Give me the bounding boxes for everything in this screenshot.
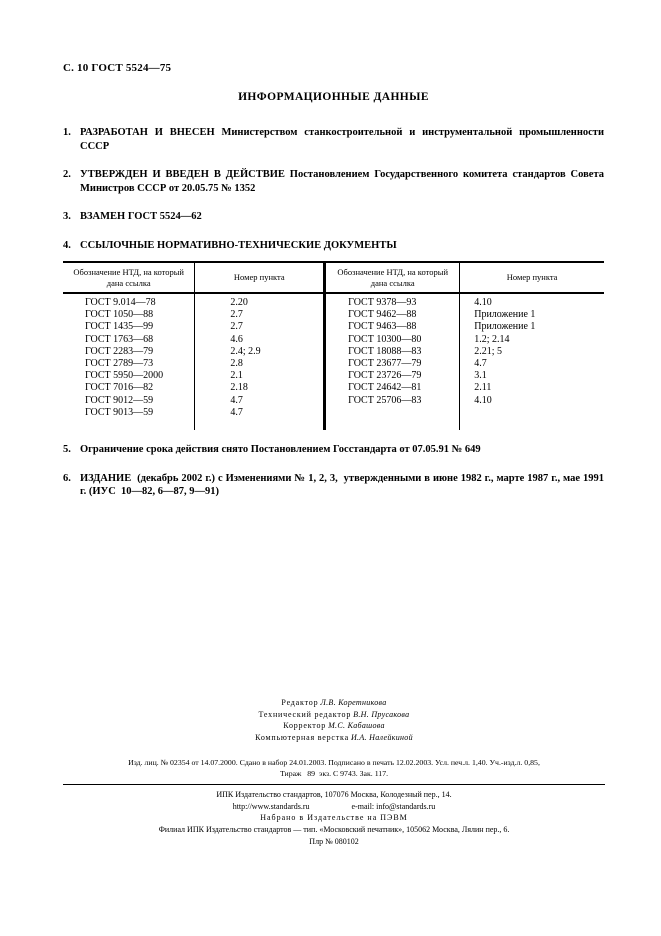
table-cell: ГОСТ 23677—79	[325, 358, 460, 370]
page-footer	[63, 697, 605, 848]
item-number: 1.	[63, 127, 71, 138]
item-number: 5.	[63, 444, 71, 456]
item-text: Ограничение срока действия снято Постановлением Госстандарта от 07.05.91 № 649	[80, 444, 481, 456]
table-cell: 3.1	[460, 370, 604, 382]
publisher-address: ИПК Издательство стандартов, 107076 Москва, Колодезный пер., 14.	[216, 790, 452, 799]
table-cell: ГОСТ 9378—93	[325, 293, 460, 309]
item-number: 6.	[63, 472, 71, 484]
table-cell: ГОСТ 9.014—78	[85, 297, 156, 308]
table-cell: 2.21; 5	[460, 346, 604, 358]
table-cell: 1.2; 2.14	[460, 334, 604, 346]
table-row	[63, 334, 604, 346]
item-number: 2.	[63, 169, 71, 180]
item-number: 4.	[63, 239, 71, 251]
table-cell: ГОСТ 1435—99	[85, 321, 154, 333]
item-text: УТВЕРЖДЕН И ВВЕДЕН В ДЕЙСТВИЕ Постановлением Государственного комитета стандартов Совета Министров СССР от 20.05.75 № 1352	[80, 169, 607, 194]
table-row	[63, 370, 604, 382]
table-cell: 4.10	[460, 395, 604, 407]
publisher-email: e-mail: info@standards.ru	[351, 801, 436, 811]
item-5	[63, 443, 604, 457]
table-cell: ГОСТ 7016—82	[85, 382, 154, 394]
table-cell: 4.7	[195, 407, 325, 430]
reference-table-head	[63, 262, 604, 293]
typeset-note: Набрано в Издательстве на ПЭВМ	[260, 813, 408, 823]
table-row	[63, 407, 604, 430]
table-cell: 2.7	[195, 309, 325, 321]
table-cell: ГОСТ 9463—88	[325, 321, 460, 333]
table-cell: 2.4; 2.9	[195, 346, 325, 358]
table-row	[63, 321, 604, 333]
item-4	[63, 239, 604, 253]
table-header-row	[63, 262, 604, 293]
publisher-contacts	[63, 801, 605, 813]
table-cell: ГОСТ 1763—68	[85, 333, 154, 345]
table-cell: 2.11	[460, 382, 604, 394]
item-number: 3.	[63, 211, 71, 222]
table-cell	[460, 407, 604, 430]
table-cell: 4.7	[195, 395, 325, 407]
table-cell: 4.10	[460, 293, 604, 309]
credit-line	[63, 720, 605, 732]
table-row	[63, 309, 604, 321]
table-cell: Приложение 1	[460, 321, 604, 333]
table-row	[63, 346, 604, 358]
table-cell: ГОСТ 2789—73	[85, 358, 154, 370]
table-cell: ГОСТ 1050—88	[85, 309, 154, 321]
table-cell: ГОСТ 9462—88	[325, 309, 460, 321]
item-text: РАЗРАБОТАН И ВНЕСЕН Министерством станкостроительной и инструментальной промышленности СССР	[80, 127, 607, 152]
reference-table-body	[63, 293, 604, 430]
table-cell: 2.20	[195, 293, 325, 309]
reference-table	[63, 261, 604, 430]
item-2	[63, 168, 607, 195]
credit-name: В.Н. Прусакова	[353, 709, 410, 719]
table-cell: ГОСТ 9012—59	[85, 394, 154, 406]
table-cell: ГОСТ 9013—59	[85, 406, 154, 418]
publisher-block	[63, 789, 605, 848]
table-cell: ГОСТ 2283—79	[85, 345, 154, 357]
table-cell: 2.7	[195, 321, 325, 333]
credits-block	[63, 697, 605, 743]
print-license-line: Изд. лиц. № 02354 от 14.07.2000. Сдано в набор 24.01.2003. Подписано в печать 12.02.2003. Усл. печ.л. 1,40. Уч.-изд.л. 0,85,	[128, 758, 540, 767]
table-cell: ГОСТ 23726—79	[325, 370, 460, 382]
table-cell: 2.1	[195, 370, 325, 382]
credit-line	[63, 697, 605, 709]
table-cell: 4.6	[195, 334, 325, 346]
credit-line	[63, 732, 605, 744]
table-cell: 2.18	[195, 382, 325, 394]
item-text: ВЗАМЕН ГОСТ 5524—62	[80, 211, 202, 222]
credit-role: Редактор	[281, 698, 319, 707]
table-cell: 2.8	[195, 358, 325, 370]
table-header-cell: Номер пункта	[460, 262, 604, 293]
item-text: ССЫЛОЧНЫЕ НОРМАТИВНО-ТЕХНИЧЕСКИЕ ДОКУМЕНТЫ	[80, 239, 397, 251]
document-content	[63, 62, 607, 514]
table-row	[63, 293, 604, 309]
table-row	[63, 382, 604, 394]
table-cell: ГОСТ 25706—83	[325, 395, 460, 407]
print-run-line: Тираж 89 экз. С 9743. Зак. 117.	[279, 769, 389, 778]
item-6	[63, 472, 607, 499]
plr-number: Плр № 080102	[309, 836, 359, 846]
item-text: ИЗДАНИЕ (декабрь 2002 г.) с Изменениями № 1, 2, 3, утвержденными в июне 1982 г., марте 1987 г., мае 1991 г. (ИУС 10—82, 6—87, 9—91)	[80, 472, 607, 498]
print-info-block	[63, 757, 605, 779]
page-title: ИНФОРМАЦИОННЫЕ ДАННЫЕ	[238, 91, 429, 103]
table-cell	[325, 407, 460, 430]
table-cell: 4.7	[460, 358, 604, 370]
item-1	[63, 126, 607, 153]
credit-name: Л.В. Коретникова	[320, 698, 387, 707]
publisher-website: http://www.standards.ru	[232, 801, 310, 811]
item-3	[63, 210, 604, 224]
table-row	[63, 358, 604, 370]
credit-role: Компьютерная верстка	[255, 732, 349, 742]
page-header: С. 10 ГОСТ 5524—75	[63, 62, 172, 74]
table-cell: ГОСТ 10300—80	[325, 334, 460, 346]
table-cell: ГОСТ 5950—2000	[85, 370, 164, 382]
table-header-cell: Номер пункта	[195, 262, 325, 293]
printing-branch: Филиал ИПК Издательство стандартов — тип. «Московский печатник», 105062 Москва, Лялин пер., 6.	[158, 825, 510, 835]
table-header-cell: Обозначение НТД, на который дана ссылка	[325, 262, 460, 293]
footer-divider	[63, 784, 605, 785]
numbered-items	[63, 126, 607, 499]
credit-name: М.С. Кабашова	[328, 721, 385, 730]
table-cell: Приложение 1	[460, 309, 604, 321]
table-cell: ГОСТ 18088—83	[325, 346, 460, 358]
table-header-cell: Обозначение НТД, на который дана ссылка	[63, 262, 195, 293]
credit-line	[63, 709, 605, 721]
credit-name: И.А. Налейкиной	[350, 732, 413, 742]
table-row	[63, 395, 604, 407]
credit-role: Корректор	[283, 721, 327, 730]
credit-role: Технический редактор	[258, 709, 352, 719]
table-cell: ГОСТ 24642—81	[325, 382, 460, 394]
